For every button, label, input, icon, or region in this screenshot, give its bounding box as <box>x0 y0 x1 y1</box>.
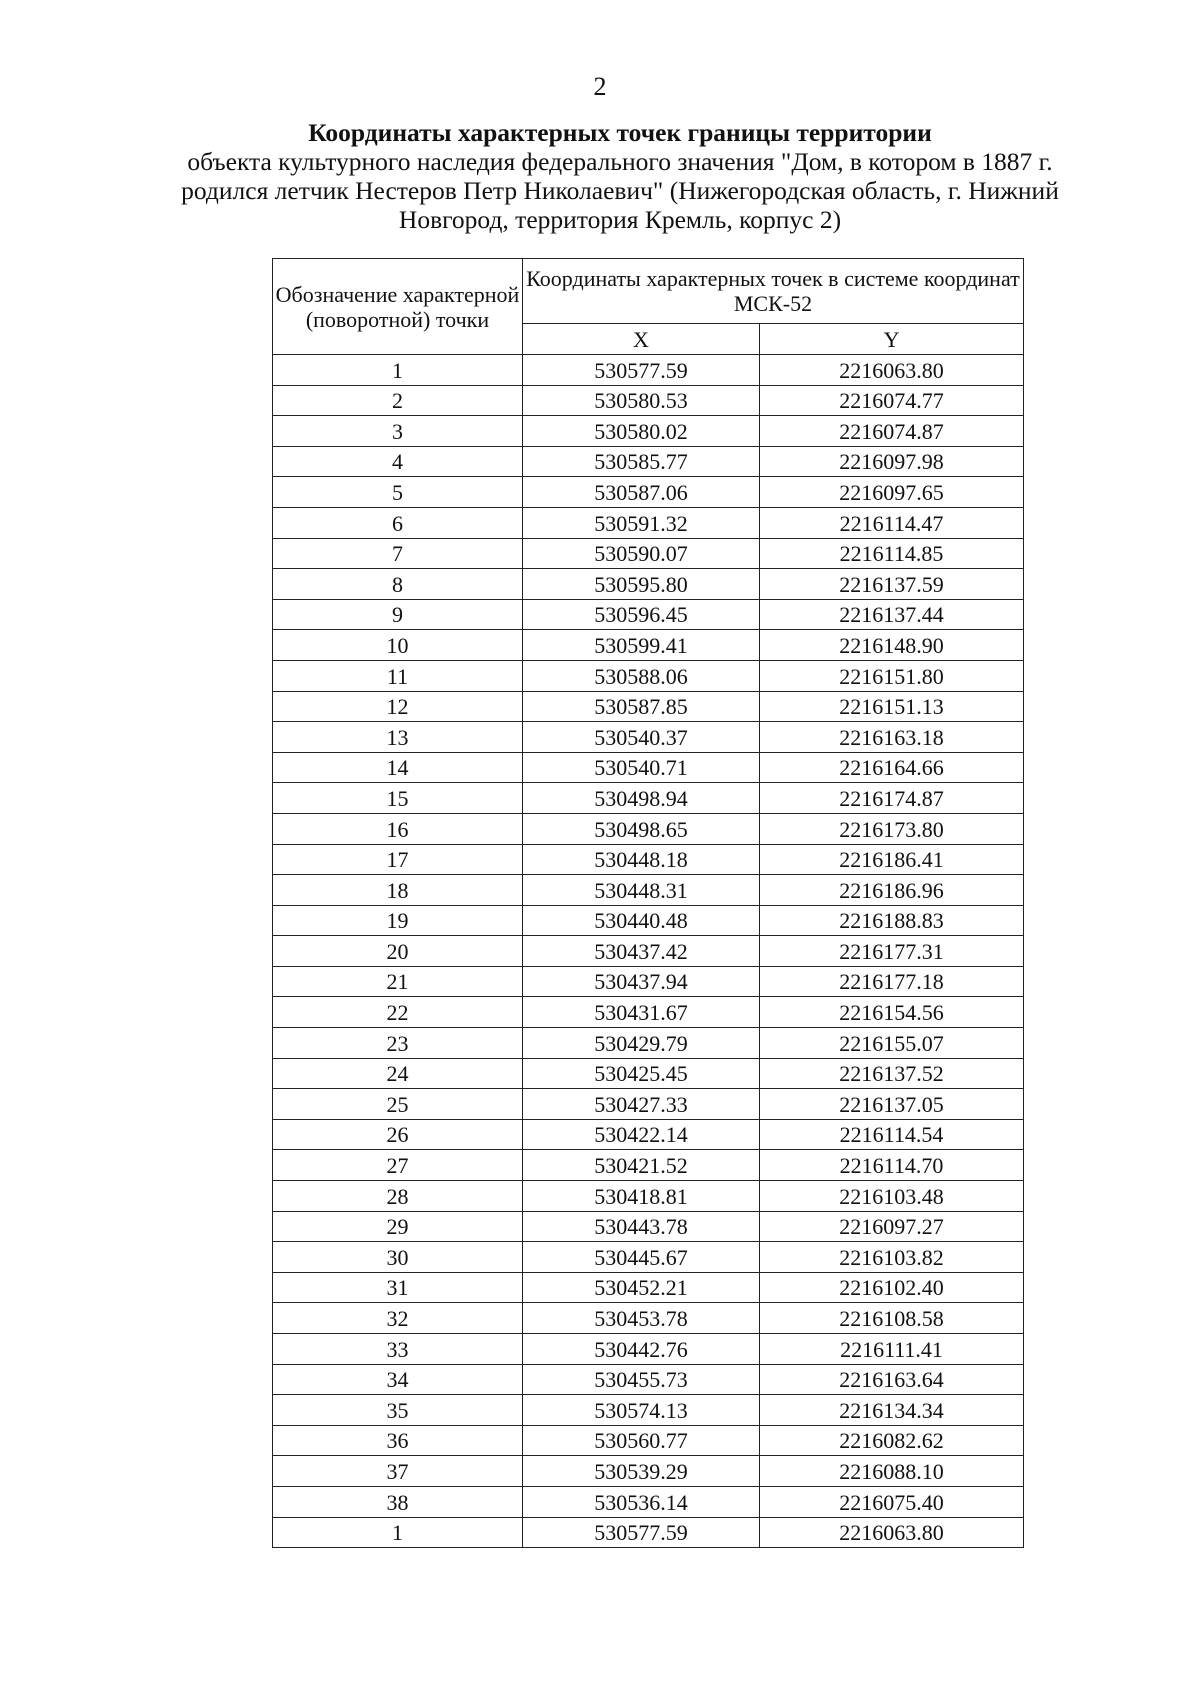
cell-point-number: 31 <box>273 1272 523 1303</box>
cell-x: 530431.67 <box>523 997 760 1028</box>
cell-y: 2216088.10 <box>760 1456 1024 1487</box>
cell-point-number: 34 <box>273 1364 523 1395</box>
cell-y: 2216137.05 <box>760 1089 1024 1120</box>
cell-x: 530577.59 <box>523 1517 760 1548</box>
cell-x: 530577.59 <box>523 355 760 386</box>
table-row <box>273 630 1024 661</box>
cell-x: 530591.32 <box>523 507 760 538</box>
cell-point-number: 5 <box>273 477 523 508</box>
cell-x: 530540.37 <box>523 722 760 753</box>
cell-point-number: 32 <box>273 1303 523 1334</box>
cell-x: 530590.07 <box>523 538 760 569</box>
table-row <box>273 446 1024 477</box>
coordinates-table <box>272 258 1024 1548</box>
cell-y: 2216188.83 <box>760 905 1024 936</box>
cell-x: 530585.77 <box>523 446 760 477</box>
table-row <box>273 355 1024 386</box>
table-row <box>273 1028 1024 1059</box>
cell-x: 530536.14 <box>523 1486 760 1517</box>
cell-y: 2216134.34 <box>760 1395 1024 1426</box>
cell-y: 2216103.48 <box>760 1181 1024 1212</box>
cell-point-number: 21 <box>273 966 523 997</box>
cell-x: 530421.52 <box>523 1150 760 1181</box>
cell-point-number: 22 <box>273 997 523 1028</box>
cell-point-number: 1 <box>273 355 523 386</box>
cell-x: 530448.18 <box>523 844 760 875</box>
table-row <box>273 997 1024 1028</box>
cell-y: 2216114.54 <box>760 1119 1024 1150</box>
cell-x: 530437.42 <box>523 936 760 967</box>
table-row <box>273 1456 1024 1487</box>
cell-y: 2216097.65 <box>760 477 1024 508</box>
cell-point-number: 33 <box>273 1334 523 1365</box>
cell-point-number: 9 <box>273 599 523 630</box>
cell-point-number: 20 <box>273 936 523 967</box>
cell-y: 2216163.64 <box>760 1364 1024 1395</box>
table-row <box>273 477 1024 508</box>
cell-y: 2216186.41 <box>760 844 1024 875</box>
table-row <box>273 905 1024 936</box>
table-row <box>273 538 1024 569</box>
cell-point-number: 14 <box>273 752 523 783</box>
cell-point-number: 19 <box>273 905 523 936</box>
table-row <box>273 1211 1024 1242</box>
cell-x: 530539.29 <box>523 1456 760 1487</box>
cell-x: 530425.45 <box>523 1058 760 1089</box>
cell-y: 2216186.96 <box>760 875 1024 906</box>
table-row <box>273 813 1024 844</box>
cell-y: 2216103.82 <box>760 1242 1024 1273</box>
table-row <box>273 1119 1024 1150</box>
page-number: 2 <box>593 72 607 101</box>
cell-point-number: 15 <box>273 783 523 814</box>
cell-y: 2216163.18 <box>760 722 1024 753</box>
table-body <box>273 355 1024 1548</box>
cell-y: 2216155.07 <box>760 1028 1024 1059</box>
table-row <box>273 1425 1024 1456</box>
cell-point-number: 28 <box>273 1181 523 1212</box>
table-row <box>273 507 1024 538</box>
cell-x: 530574.13 <box>523 1395 760 1426</box>
table-row <box>273 569 1024 600</box>
cell-point-number: 3 <box>273 416 523 447</box>
cell-x: 530422.14 <box>523 1119 760 1150</box>
cell-point-number: 18 <box>273 875 523 906</box>
cell-point-number: 17 <box>273 844 523 875</box>
cell-y: 2216082.62 <box>760 1425 1024 1456</box>
table-row <box>273 599 1024 630</box>
cell-point-number: 13 <box>273 722 523 753</box>
cell-x: 530443.78 <box>523 1211 760 1242</box>
cell-x: 530587.06 <box>523 477 760 508</box>
cell-point-number: 27 <box>273 1150 523 1181</box>
table-row <box>273 752 1024 783</box>
cell-x: 530595.80 <box>523 569 760 600</box>
cell-point-number: 10 <box>273 630 523 661</box>
table-row <box>273 875 1024 906</box>
cell-point-number: 30 <box>273 1242 523 1273</box>
cell-y: 2216137.59 <box>760 569 1024 600</box>
cell-point-number: 26 <box>273 1119 523 1150</box>
cell-y: 2216151.80 <box>760 660 1024 691</box>
table-row <box>273 936 1024 967</box>
cell-point-number: 25 <box>273 1089 523 1120</box>
cell-x: 530455.73 <box>523 1364 760 1395</box>
cell-y: 2216063.80 <box>760 1517 1024 1548</box>
cell-y: 2216151.13 <box>760 691 1024 722</box>
table-row <box>273 1272 1024 1303</box>
header-y: Y <box>760 324 1024 355</box>
header-coordinates: Координаты характерных точек в системе координат МСК-52 <box>523 259 1024 324</box>
cell-x: 530448.31 <box>523 875 760 906</box>
table-row <box>273 966 1024 997</box>
cell-x: 530599.41 <box>523 630 760 661</box>
document-heading <box>150 118 1090 234</box>
cell-point-number: 4 <box>273 446 523 477</box>
cell-point-number: 6 <box>273 507 523 538</box>
cell-point-number: 35 <box>273 1395 523 1426</box>
header-x: X <box>523 324 760 355</box>
cell-point-number: 7 <box>273 538 523 569</box>
cell-x: 530453.78 <box>523 1303 760 1334</box>
cell-y: 2216148.90 <box>760 630 1024 661</box>
cell-x: 530440.48 <box>523 905 760 936</box>
cell-y: 2216097.98 <box>760 446 1024 477</box>
cell-point-number: 2 <box>273 385 523 416</box>
table-row <box>273 1058 1024 1089</box>
document-title: Координаты характерных точек границы территории <box>308 118 932 147</box>
table-row <box>273 1150 1024 1181</box>
cell-y: 2216174.87 <box>760 783 1024 814</box>
cell-y: 2216177.18 <box>760 966 1024 997</box>
cell-point-number: 8 <box>273 569 523 600</box>
table-row <box>273 416 1024 447</box>
cell-x: 530442.76 <box>523 1334 760 1365</box>
table-row <box>273 1486 1024 1517</box>
cell-x: 530418.81 <box>523 1181 760 1212</box>
table-row <box>273 783 1024 814</box>
cell-y: 2216173.80 <box>760 813 1024 844</box>
cell-y: 2216177.31 <box>760 936 1024 967</box>
cell-x: 530588.06 <box>523 660 760 691</box>
cell-y: 2216097.27 <box>760 1211 1024 1242</box>
table-row <box>273 1242 1024 1273</box>
cell-point-number: 11 <box>273 660 523 691</box>
cell-y: 2216102.40 <box>760 1272 1024 1303</box>
table-row <box>273 385 1024 416</box>
table-row <box>273 660 1024 691</box>
cell-point-number: 12 <box>273 691 523 722</box>
cell-point-number: 37 <box>273 1456 523 1487</box>
cell-y: 2216063.80 <box>760 355 1024 386</box>
document-subtitle: объекта культурного наследия федерального значения "Дом, в котором в 1887 г. родился летчик Нестеров Петр Николаевич" (Нижегородская область, г. Нижний Новгород, территория Кремль, корпус 2) <box>181 147 1059 234</box>
cell-x: 530596.45 <box>523 599 760 630</box>
table-row <box>273 691 1024 722</box>
cell-x: 530580.02 <box>523 416 760 447</box>
cell-point-number: 16 <box>273 813 523 844</box>
cell-point-number: 29 <box>273 1211 523 1242</box>
table-header <box>273 259 1024 355</box>
table-row <box>273 1395 1024 1426</box>
table-row <box>273 1364 1024 1395</box>
cell-point-number: 36 <box>273 1425 523 1456</box>
cell-x: 530540.71 <box>523 752 760 783</box>
cell-point-number: 24 <box>273 1058 523 1089</box>
cell-y: 2216154.56 <box>760 997 1024 1028</box>
table-row <box>273 722 1024 753</box>
cell-x: 530427.33 <box>523 1089 760 1120</box>
cell-x: 530498.94 <box>523 783 760 814</box>
table-row <box>273 1089 1024 1120</box>
table-row <box>273 1181 1024 1212</box>
cell-x: 530587.85 <box>523 691 760 722</box>
cell-y: 2216111.41 <box>760 1334 1024 1365</box>
cell-y: 2216074.77 <box>760 385 1024 416</box>
table-row <box>273 1334 1024 1365</box>
cell-y: 2216114.70 <box>760 1150 1024 1181</box>
cell-x: 530429.79 <box>523 1028 760 1059</box>
table-row <box>273 1517 1024 1548</box>
cell-point-number: 23 <box>273 1028 523 1059</box>
cell-x: 530560.77 <box>523 1425 760 1456</box>
cell-point-number: 38 <box>273 1486 523 1517</box>
cell-y: 2216114.47 <box>760 507 1024 538</box>
cell-y: 2216137.52 <box>760 1058 1024 1089</box>
cell-y: 2216074.87 <box>760 416 1024 447</box>
cell-y: 2216137.44 <box>760 599 1024 630</box>
cell-y: 2216114.85 <box>760 538 1024 569</box>
table-row <box>273 844 1024 875</box>
cell-x: 530437.94 <box>523 966 760 997</box>
cell-x: 530452.21 <box>523 1272 760 1303</box>
cell-y: 2216075.40 <box>760 1486 1024 1517</box>
cell-x: 530580.53 <box>523 385 760 416</box>
cell-point-number: 1 <box>273 1517 523 1548</box>
cell-x: 530498.65 <box>523 813 760 844</box>
cell-x: 530445.67 <box>523 1242 760 1273</box>
cell-y: 2216164.66 <box>760 752 1024 783</box>
table-row <box>273 1303 1024 1334</box>
cell-y: 2216108.58 <box>760 1303 1024 1334</box>
header-point-designation: Обозначение характерной (поворотной) точки <box>273 259 523 355</box>
